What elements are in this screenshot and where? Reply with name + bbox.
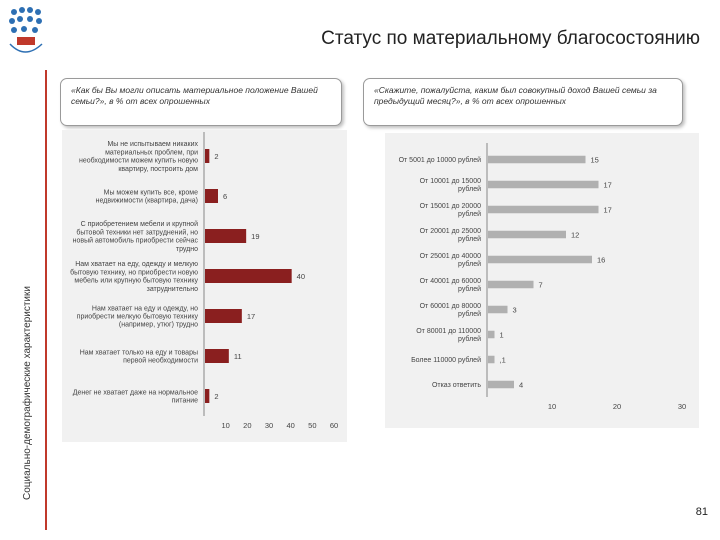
- category-label: От 5001 до 10000 рублей: [398, 157, 481, 164]
- bar: [488, 231, 566, 239]
- bar: [488, 156, 586, 164]
- value-label: 17: [603, 205, 612, 215]
- bar: [205, 189, 218, 203]
- side-label: Социально-демографические характеристики: [22, 286, 33, 500]
- bar: [488, 281, 534, 289]
- bar: [205, 269, 292, 283]
- tick-label: 60: [329, 421, 339, 430]
- bar: [205, 229, 246, 243]
- value-label: 2: [214, 152, 219, 161]
- page-number: 81: [695, 506, 708, 518]
- category-label: рублей: [458, 336, 481, 344]
- value-label: 11: [233, 352, 242, 361]
- question-box-right: «Скажите, пожалуйста, каким был совокупный доход Вашей семьи за предыдущий месяц?», в % от всех опрошенных: [363, 78, 683, 126]
- tick-label: 30: [264, 421, 274, 430]
- category-label: бытовой техники нет затруднений, но: [76, 229, 198, 237]
- chart-right: [385, 133, 699, 428]
- category-label: рублей: [458, 236, 481, 244]
- category-label: бытовую технику, но приобрести новую: [70, 269, 198, 277]
- category-label: новый автомобиль приобрести сейчас: [72, 237, 198, 245]
- value-label: 17: [603, 180, 612, 190]
- value-label: 4: [519, 380, 524, 390]
- tick-label: 20: [243, 421, 252, 430]
- value-label: 7: [538, 280, 543, 290]
- tick-label: 10: [221, 421, 230, 430]
- tick-label: 50: [308, 421, 317, 430]
- page-title: Статус по материальному благосостоянию: [321, 28, 700, 49]
- category-label: Нам хватает на еду, одежду и мелкую: [75, 261, 198, 269]
- category-label: питание: [171, 397, 198, 405]
- value-label: 12: [571, 230, 580, 240]
- category-label: От 20001 до 25000: [419, 227, 481, 235]
- category-label: С приобретением мебели и крупной: [80, 221, 198, 229]
- bar: [205, 349, 229, 363]
- tick-label: 10: [547, 402, 557, 411]
- value-label: 6: [223, 192, 228, 201]
- value-label: 19: [251, 232, 260, 241]
- category-label: Отказ ответить: [431, 382, 481, 389]
- category-label: материальных проблем, при: [105, 149, 198, 157]
- bar: [488, 206, 599, 214]
- value-label: 16: [597, 255, 606, 265]
- value-label: ,1: [499, 355, 506, 365]
- category-label: рублей: [458, 311, 481, 319]
- question-box-left: «Как бы Вы могли описать материальное положение Вашей семьи?», в % от всех опрошенных: [60, 78, 342, 126]
- bar: [205, 149, 209, 163]
- bar: [488, 181, 599, 189]
- category-label: Более 110000 рублей: [411, 357, 481, 364]
- value-label: 2: [214, 392, 219, 401]
- value-label: 1: [499, 330, 504, 340]
- bar: [488, 256, 592, 264]
- category-label: (например, утюг) трудно: [118, 321, 198, 329]
- tick-label: 40: [286, 421, 295, 430]
- bar: [488, 306, 508, 314]
- value-label: 17: [246, 312, 256, 321]
- category-label: От 40001 до 60000: [419, 277, 481, 285]
- category-label: От 80001 до 110000: [416, 327, 481, 335]
- category-label: трудно: [175, 245, 198, 253]
- category-label: Нам хватает только на еду и товары: [79, 349, 198, 357]
- tick-label: 20: [612, 402, 622, 411]
- category-label: необходимости можем купить новую: [78, 157, 198, 165]
- category-label: рублей: [458, 211, 481, 219]
- category-label: рублей: [458, 286, 481, 294]
- census-logo-icon: [4, 4, 46, 62]
- category-label: недвижимости (квартира, дача): [95, 197, 198, 205]
- category-label: квартиру, построить дом: [118, 165, 198, 173]
- value-label: 40: [296, 272, 306, 281]
- category-label: первой необходимости: [123, 357, 198, 365]
- category-label: Мы не испытываем никаких: [107, 141, 198, 149]
- side-rule: [45, 70, 47, 530]
- category-label: затруднительно: [146, 285, 198, 293]
- bar: [205, 389, 209, 403]
- category-label: От 60001 до 80000: [419, 302, 481, 310]
- bar: [488, 356, 495, 364]
- tick-label: 30: [677, 402, 687, 411]
- chart-left: [62, 130, 347, 442]
- category-label: мебель или крупную бытовую технику: [74, 277, 198, 285]
- value-label: 15: [590, 155, 599, 165]
- bar: [205, 309, 242, 323]
- category-label: Денег не хватает даже на нормальное: [72, 389, 198, 397]
- category-label: От 15001 до 20000: [419, 202, 481, 210]
- category-label: рублей: [458, 186, 481, 194]
- category-label: От 25001 до 40000: [419, 252, 481, 260]
- category-label: Мы можем купить все, кроме: [103, 189, 198, 197]
- bar: [488, 331, 495, 339]
- bar: [488, 381, 514, 389]
- category-label: Нам хватает на еду и одежду, но: [91, 305, 198, 313]
- category-label: приобрести мелкую бытовую технику: [76, 313, 198, 321]
- value-label: 3: [512, 305, 517, 315]
- category-label: рублей: [458, 261, 481, 269]
- category-label: От 10001 до 15000: [419, 177, 481, 185]
